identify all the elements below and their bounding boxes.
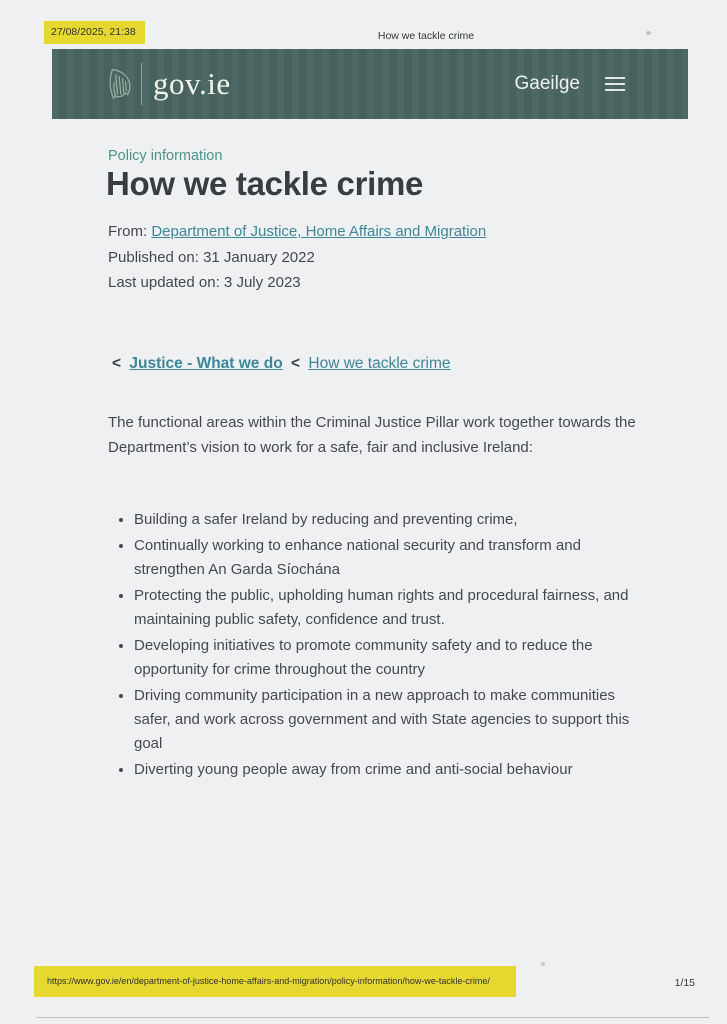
key-activities-list [112,508,642,784]
govie-logo-link[interactable] [108,61,231,107]
scan-edge-line [36,1017,709,1018]
from-label: From: [108,223,148,240]
print-page-title: How we tackle crime [377,30,475,42]
site-header-banner [52,49,688,119]
list-item: • Driving community participation in a new approach to make communities safer, and work across government and with State agencies to support this goal [134,684,642,756]
breadcrumb-link-current[interactable]: How we tackle crime [308,355,451,372]
breadcrumb-chevron: < [291,355,301,372]
list-item: • Diverting young people away from crime and anti-social behaviour [134,758,642,782]
list-item: • Building a safer Ireland by reducing and preventing crime, [134,508,642,532]
print-url-highlight [34,966,516,997]
published-line: Published on: 31 January 2022 [108,249,315,266]
breadcrumb-chevron: < [112,355,122,372]
list-item: • Developing initiatives to promote community safety and to reduce the opportunity for crime throughout the country [134,634,642,682]
hamburger-menu-icon[interactable] [605,77,625,91]
print-url: https://www.gov.ie/en/department-of-justice-home-affairs-and-migration/policy-information/how-we-tackle-crime/ [47,976,490,986]
language-toggle-gaeilge[interactable]: Gaeilge [514,73,580,94]
harp-icon [108,67,132,101]
from-line [108,223,486,240]
scan-speck [541,962,545,966]
govie-logo-text: gov.ie [153,66,231,101]
page-title: How we tackle crime [106,165,424,202]
list-item: • Continually working to enhance national security and transform and strengthen An Garda Síochána [134,534,642,582]
last-updated-line: Last updated on: 3 July 2023 [108,274,301,291]
list-item: • Protecting the public, upholding human rights and procedural fairness, and maintaining public safety, confidence and trust. [134,584,642,632]
scan-speck [646,31,651,35]
article-category-label: Policy information [108,148,223,164]
logo-divider [141,63,142,105]
print-timestamp: 27/08/2025, 21:38 [51,26,136,38]
intro-paragraph: The functional areas within the Criminal Justice Pillar work together towards the Department’s vision to work for a safe, fair and inclusive Ireland: [108,414,636,456]
print-page-number: 1/15 [674,977,695,989]
department-link[interactable]: Department of Justice, Home Affairs and Migration [151,223,487,240]
breadcrumb-link-justice[interactable]: Justice - What we do [129,355,283,372]
breadcrumb [108,355,451,373]
